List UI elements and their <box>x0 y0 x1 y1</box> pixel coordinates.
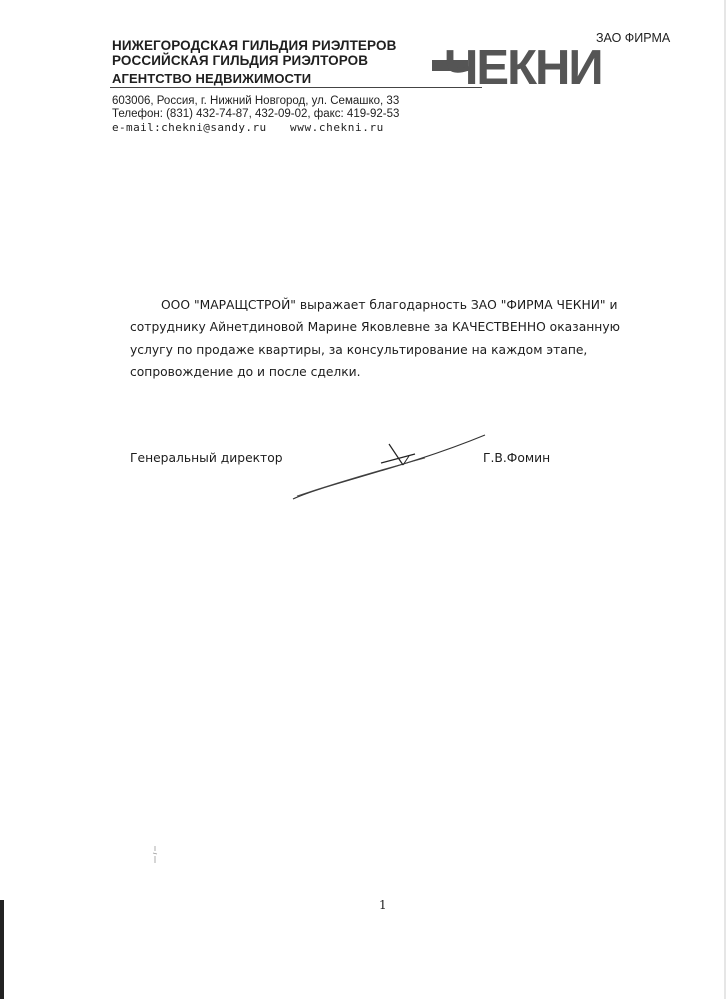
company-type-label: ЗАО ФИРМА <box>596 31 671 45</box>
letter-line-4: сопровождение до и после сделки. <box>130 364 361 379</box>
postal-address: 603006, Россия, г. Нижний Новгород, ул. Семашко, 33 <box>112 95 400 107</box>
margin-mark <box>150 845 160 865</box>
logo-wordmark: ЧЕКНИ <box>444 44 602 90</box>
scan-edge-shadow <box>0 900 4 999</box>
letterhead-divider <box>110 87 482 88</box>
letterhead <box>0 0 726 150</box>
signer-name: Г.В.Фомин <box>483 451 551 465</box>
letter-body <box>130 294 620 383</box>
page-number: 1 <box>379 898 387 912</box>
signer-role: Генеральный директор <box>130 451 283 465</box>
guild-russian-title: РОССИЙСКАЯ ГИЛЬДИЯ РИЭЛТОРОВ <box>112 53 369 68</box>
company-logo <box>430 44 672 90</box>
handwritten-signature <box>285 432 490 504</box>
agency-title: АГЕНТСТВО НЕДВИЖИМОСТИ <box>112 71 312 86</box>
letter-line-3: услугу по продаже квартиры, за консультирование на каждом этапе, <box>130 342 588 357</box>
phone-numbers: Телефон: (831) 432-74-87, 432-09-02, факс: 419-92-53 <box>112 108 400 120</box>
email-address[interactable]: e-mail:chekni@sandy.ru <box>112 121 267 134</box>
signature-stroke-cross-a <box>389 444 403 465</box>
guild-regional-title: НИЖЕГОРОДСКАЯ ГИЛЬДИЯ РИЭЛТЕРОВ <box>112 38 397 53</box>
margin-mark-stroke <box>153 846 157 863</box>
letter-line-2: сотруднику Айнетдиновой Марине Яковлевне за КАЧЕСТВЕННО оказанную <box>130 320 620 335</box>
letter-line-1: ООО "МАРАЩСТРОЙ" выражает благодарность ЗАО "ФИРМА ЧЕКНИ" и <box>161 298 618 312</box>
website-link[interactable]: www.chekni.ru <box>290 121 384 134</box>
